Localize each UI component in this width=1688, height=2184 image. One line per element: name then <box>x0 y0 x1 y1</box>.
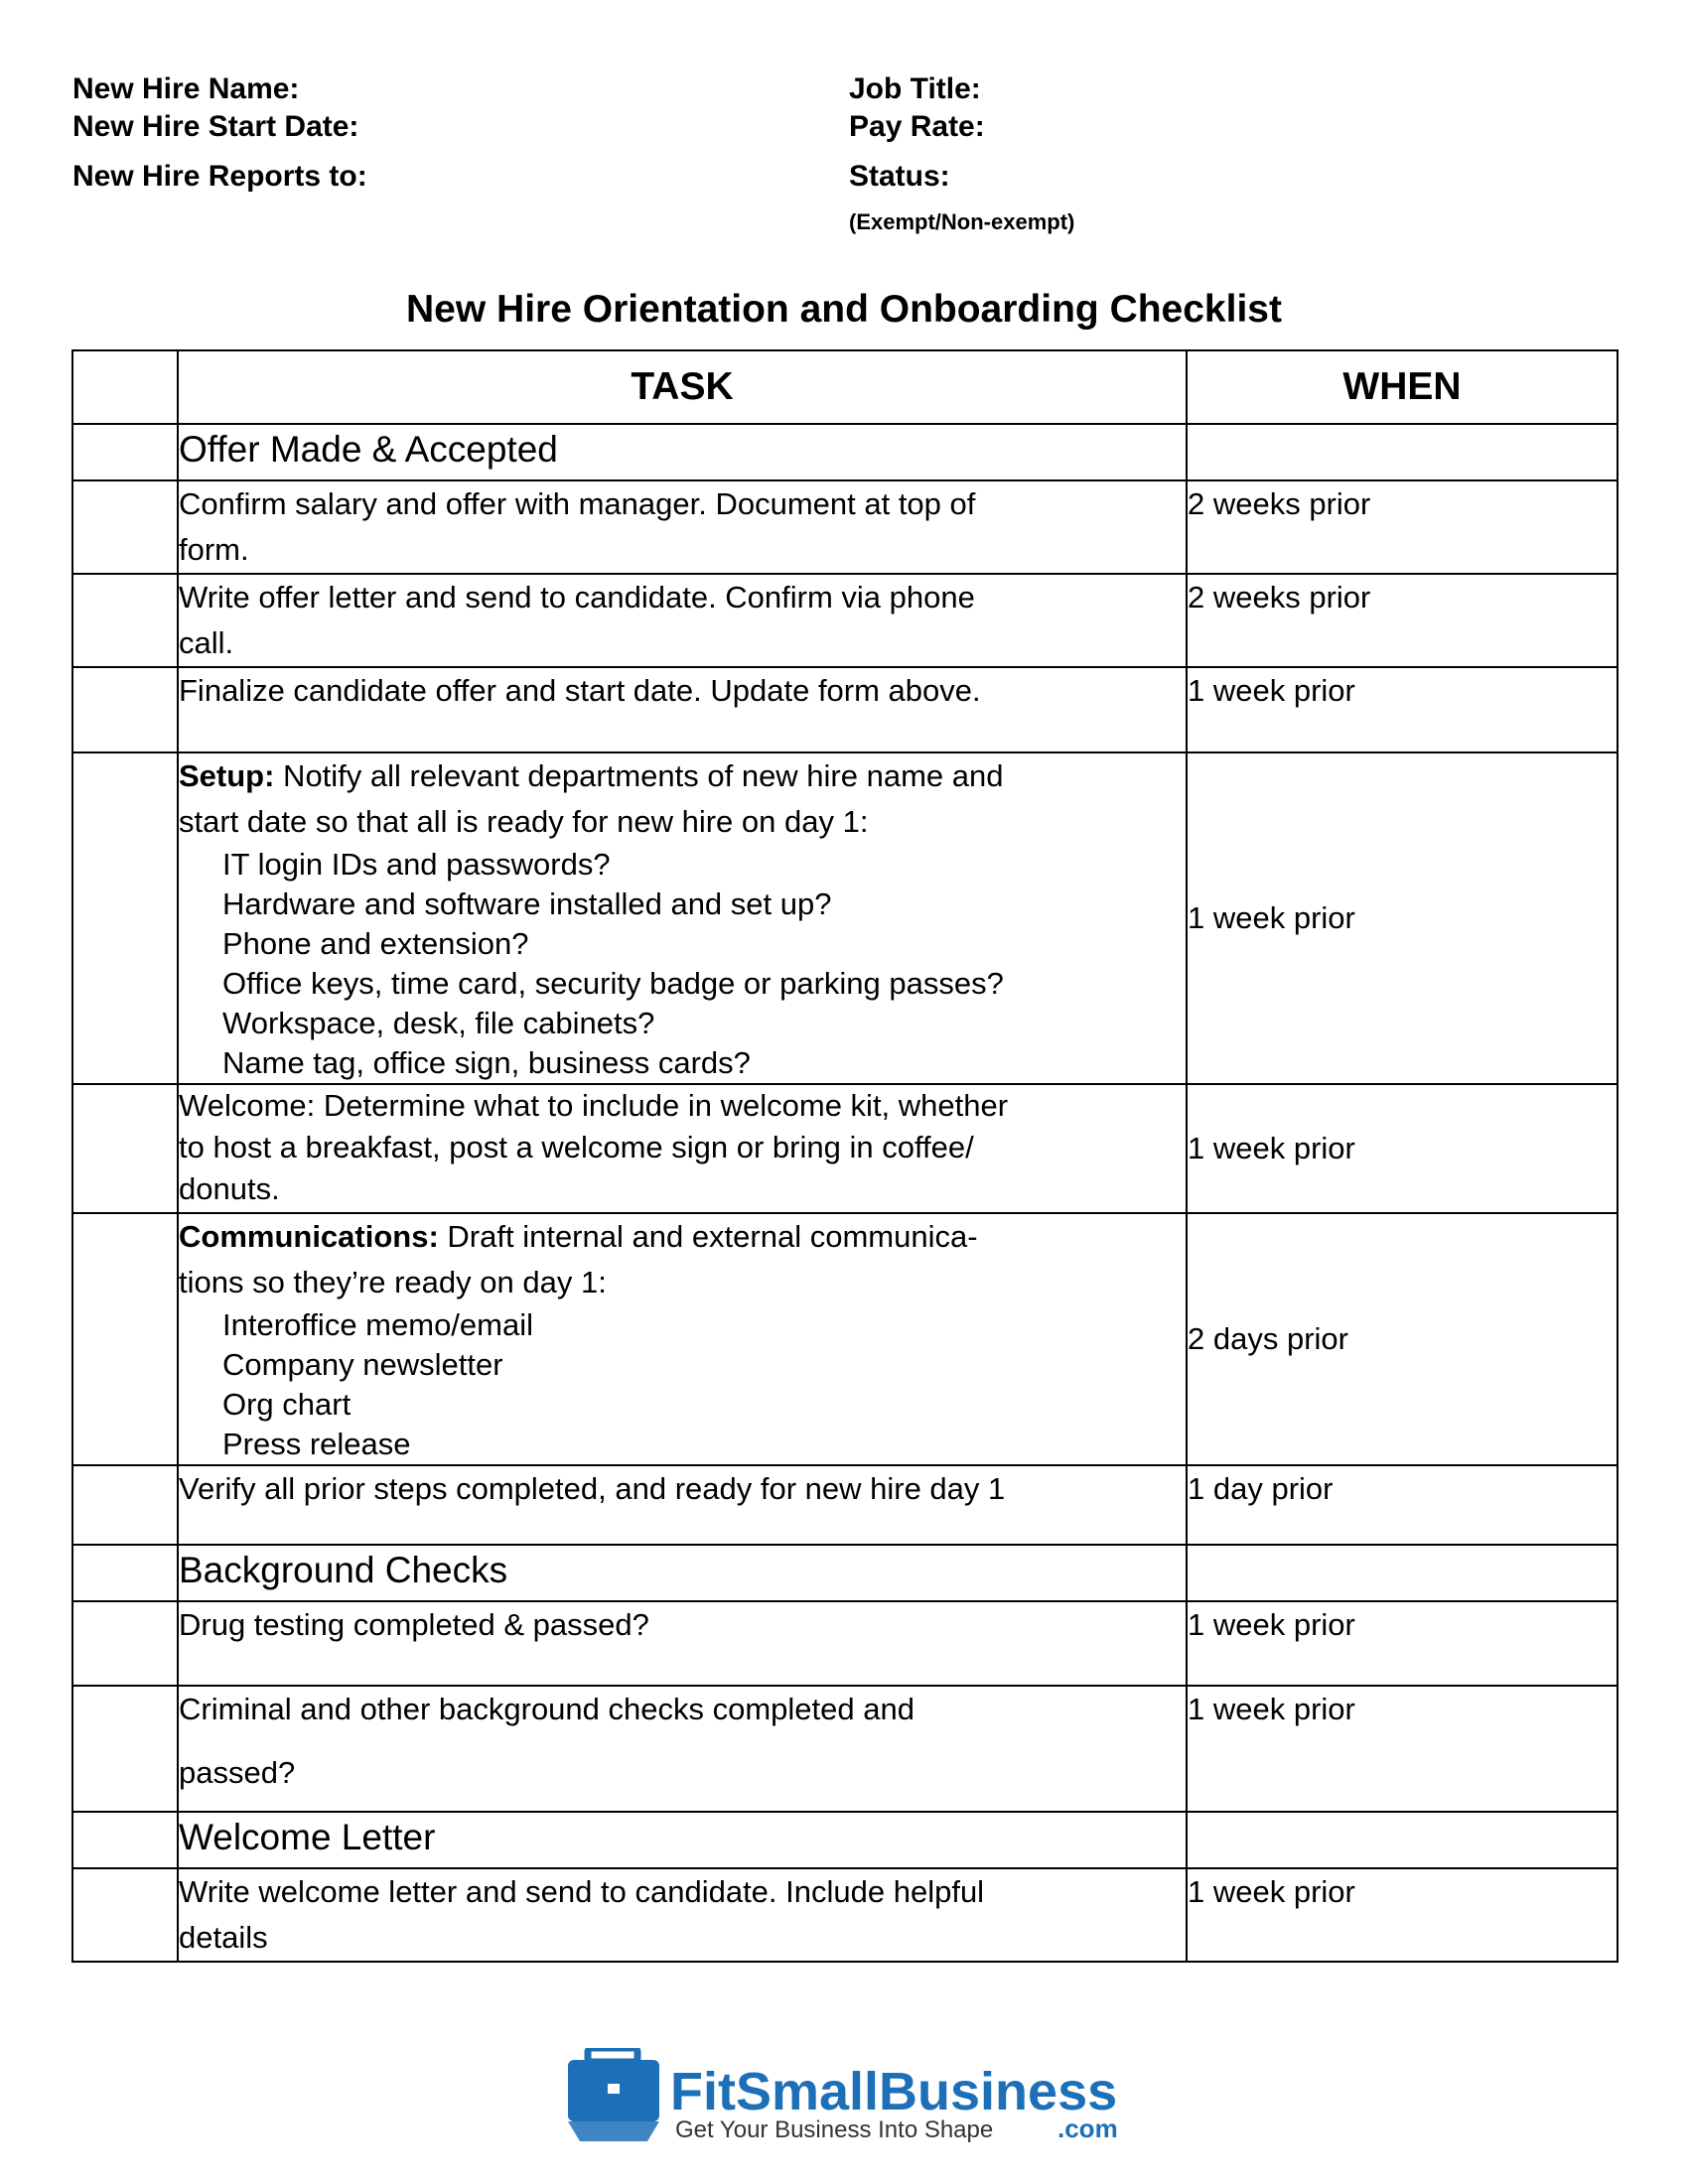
when-cell: 1 week prior <box>1187 1084 1618 1213</box>
checkbox-cell[interactable] <box>72 1812 178 1868</box>
section-title-background-checks: Background Checks <box>178 1545 1187 1601</box>
when-cell: 2 days prior <box>1187 1213 1618 1465</box>
task-text: Write offer letter and send to candidate. Confirm via phone <box>179 580 975 614</box>
section-row-background-checks <box>72 1545 1618 1601</box>
table-row-verify <box>72 1465 1618 1545</box>
when-cell: 1 week prior <box>1187 1868 1618 1962</box>
new-hire-reports-to-label: New Hire Reports to: <box>72 160 367 193</box>
task-cell <box>178 574 1187 667</box>
checkbox-cell[interactable] <box>72 1601 178 1686</box>
when-cell: 1 day prior <box>1187 1465 1618 1545</box>
when-cell: 1 week prior <box>1187 1601 1618 1686</box>
checkbox-cell[interactable] <box>72 1686 178 1812</box>
task-text: details <box>179 1920 268 1955</box>
table-row-setup <box>72 752 1618 1084</box>
table-header-row <box>72 350 1618 424</box>
checkbox-cell[interactable] <box>72 1868 178 1962</box>
communications-item-list <box>179 1305 1186 1464</box>
table-row-welcome <box>72 1084 1618 1213</box>
task-text: start date so that all is ready for new hire on day 1: <box>179 804 869 839</box>
section-title-welcome-letter: Welcome Letter <box>178 1812 1187 1868</box>
list-item: Workspace, desk, file cabinets? <box>222 1006 655 1040</box>
task-cell: Drug testing completed & passed? <box>178 1601 1187 1686</box>
when-cell <box>1187 424 1618 480</box>
task-cell <box>178 480 1187 574</box>
briefcase-icon <box>568 2048 659 2141</box>
table-row-communications <box>72 1213 1618 1465</box>
task-cell <box>178 1084 1187 1213</box>
setup-item-list <box>179 845 1186 1083</box>
when-cell <box>1187 1545 1618 1601</box>
task-text: call. <box>179 625 234 660</box>
task-cell: Verify all prior steps completed, and ready for new hire day 1 <box>178 1465 1187 1545</box>
fitsmallbusiness-logo <box>568 2048 1124 2147</box>
section-row-welcome-letter <box>72 1812 1618 1868</box>
task-cell <box>178 667 1187 752</box>
job-title-label: Job Title: <box>849 72 981 105</box>
table-row <box>72 574 1618 667</box>
when-column-header: WHEN <box>1187 350 1618 424</box>
communications-label: Communications: <box>179 1219 439 1254</box>
task-text: Confirm salary and offer with manager. Document at top of <box>179 486 976 521</box>
table-row <box>72 480 1618 574</box>
checkbox-cell[interactable] <box>72 752 178 1084</box>
list-item: Hardware and software installed and set up? <box>222 887 832 921</box>
task-text: Notify all relevant departments of new hire name and <box>274 758 1004 793</box>
when-cell: 1 week prior <box>1187 1686 1618 1812</box>
task-text: Finalize candidate offer and start date. Update form above. <box>179 673 981 708</box>
when-cell <box>1187 1812 1618 1868</box>
checklist-table <box>71 349 1618 1963</box>
list-item: IT login IDs and passwords? <box>222 847 611 882</box>
table-row <box>72 1686 1618 1812</box>
checkbox-cell[interactable] <box>72 574 178 667</box>
list-item: Phone and extension? <box>222 926 529 961</box>
task-text: Write welcome letter and send to candidate. Include helpful <box>179 1874 985 1909</box>
new-hire-start-date-label: New Hire Start Date: <box>72 110 359 143</box>
when-cell: 2 weeks prior <box>1187 574 1618 667</box>
list-item: Office keys, time card, security badge or parking passes? <box>222 966 1004 1001</box>
list-item: Press release <box>222 1427 411 1461</box>
page-title: New Hire Orientation and Onboarding Checklist <box>406 288 1282 331</box>
task-cell <box>178 1686 1187 1812</box>
task-text: donuts. <box>179 1171 280 1206</box>
logo-graphic <box>568 2048 1124 2147</box>
checkbox-cell[interactable] <box>72 1084 178 1213</box>
task-cell <box>178 1213 1187 1465</box>
checkbox-cell[interactable] <box>72 667 178 752</box>
checkbox-cell[interactable] <box>72 1213 178 1465</box>
task-text: form. <box>179 532 249 567</box>
table-row <box>72 1601 1618 1686</box>
pay-rate-label: Pay Rate: <box>849 110 985 143</box>
section-title-offer: Offer Made & Accepted <box>178 424 1187 480</box>
section-row-offer <box>72 424 1618 480</box>
task-text: Welcome: Determine what to include in welcome kit, whether <box>179 1088 1009 1123</box>
task-cell <box>178 1868 1187 1962</box>
checkbox-cell[interactable] <box>72 1545 178 1601</box>
when-cell: 1 week prior <box>1187 667 1618 752</box>
list-item: Company newsletter <box>222 1347 503 1382</box>
task-text: passed? <box>179 1755 296 1790</box>
table-row <box>72 667 1618 752</box>
checkbox-column-header <box>72 350 178 424</box>
list-item: Org chart <box>222 1387 352 1422</box>
status-label: Status: <box>849 160 950 193</box>
task-text: to host a breakfast, post a welcome sign or bring in coffee/ <box>179 1130 974 1164</box>
logo-name: FitSmallBusiness <box>670 2062 1118 2121</box>
list-item: Name tag, office sign, business cards? <box>222 1045 751 1080</box>
checkbox-cell[interactable] <box>72 424 178 480</box>
checkbox-cell[interactable] <box>72 1465 178 1545</box>
when-cell: 2 weeks prior <box>1187 480 1618 574</box>
task-text: tions so they’re ready on day 1: <box>179 1265 607 1299</box>
task-text: Criminal and other background checks completed and <box>179 1692 914 1726</box>
status-note: (Exempt/Non-exempt) <box>849 209 1075 234</box>
list-item: Interoffice memo/email <box>222 1307 533 1342</box>
logo-tagline: Get Your Business Into Shape <box>675 2116 994 2143</box>
table-row <box>72 1868 1618 1962</box>
task-cell <box>178 752 1187 1084</box>
new-hire-name-label: New Hire Name: <box>72 72 300 105</box>
task-text: Draft internal and external communica- <box>438 1219 978 1254</box>
logo-domain: .com <box>1057 2114 1118 2143</box>
checkbox-cell[interactable] <box>72 480 178 574</box>
setup-label: Setup: <box>179 758 275 793</box>
when-cell: 1 week prior <box>1187 752 1618 1084</box>
task-column-header: TASK <box>178 350 1187 424</box>
